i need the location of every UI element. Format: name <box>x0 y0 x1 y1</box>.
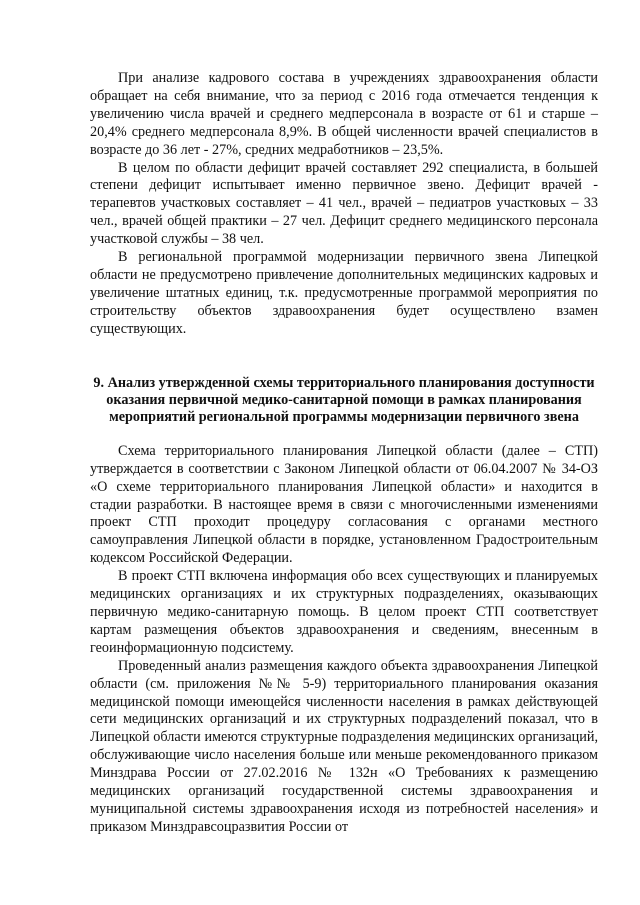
paragraph-doctor-shortage: В целом по области дефицит врачей составляет 292 специалиста, в большей степени дефицит испытывает именно первичное звено. Дефицит врачей - терапевтов участковых составляет – 41 чел., врачей – педиатров участковых – 33 чел., врачей общей практики – 27 чел. Дефицит среднего медицинского персонала участковой службы – 38 чел. <box>90 159 598 248</box>
paragraph-stp-content: В проект СТП включена информация обо всех существующих и планируемых медицинских организациях и их структурных подразделениях, оказывающих первичную медико-санитарную помощь. В целом проект СТП соответствует картам размещения объектов здравоохранения и сведениям, внесенным в геоинформационную подсистему. <box>90 568 598 656</box>
paragraph-placement-analysis: Проведенный анализ размещения каждого объекта здравоохранения Липецкой области (см. приложения №№ 5-9) территориального планирования оказания медицинской помощи имеющейся численности населения в рамках действующей сети медицинских организаций и их структурных подразделений показал, что в Липецкой области имеются структурные подразделения медицинских организаций, обслуживающие число населения больше или меньше рекомендованного приказом Минздрава России от 27.02.2016 № 132н «О Требованиях к размещению медицинских организаций государственной системы здравоохранения и муниципальной системы здравоохранения исходя из потребностей населения» и приказом Минздравсоцразвития России от <box>90 657 598 835</box>
paragraph-modernization-program: В региональной программой модернизации первичного звена Липецкой области не предусмотрено привлечение дополнительных медицинских кадровых и увеличение штатных единиц, т.к. предусмотренные программой мероприятия по строительству объектов здравоохранения будет осуществлено взамен существующих. <box>90 249 598 337</box>
section-gap <box>90 339 598 357</box>
section-heading: 9. Анализ утвержденной схемы территориального планирования доступности оказания первичной медико-санитарной помощи в рамках планирования мероприятий региональной программы модернизации первичного звена <box>93 374 595 426</box>
paragraph-staff-analysis: При анализе кадрового состава в учреждениях здравоохранения области обращает на себя внимание, что за период с 2016 года отмечается тенденция к увеличению числа врачей и среднего медперсонала в возрасте от 61 и старше – 20,4% среднего медперсонала 8,9%. В общей численности врачей специалистов в возрасте до 36 лет - 27%, средних медработников – 23,5%. <box>90 70 598 158</box>
paragraph-stp-approval: Схема территориального планирования Липецкой области (далее – СТП) утверждается в соответствии с Законом Липецкой области от 06.04.2007 № 34-ОЗ «О схеме территориального планирования Липецкой области» и находится в стадии разработки. В настоящее время в связи с многочисленными изменениями проект СТП проходит процедуру согласования с органами местного самоуправления Липецкой области в порядке, установленном Градостроительным кодексом Российской Федерации. <box>90 442 598 567</box>
heading-gap <box>90 427 598 443</box>
section-gap <box>90 357 598 375</box>
